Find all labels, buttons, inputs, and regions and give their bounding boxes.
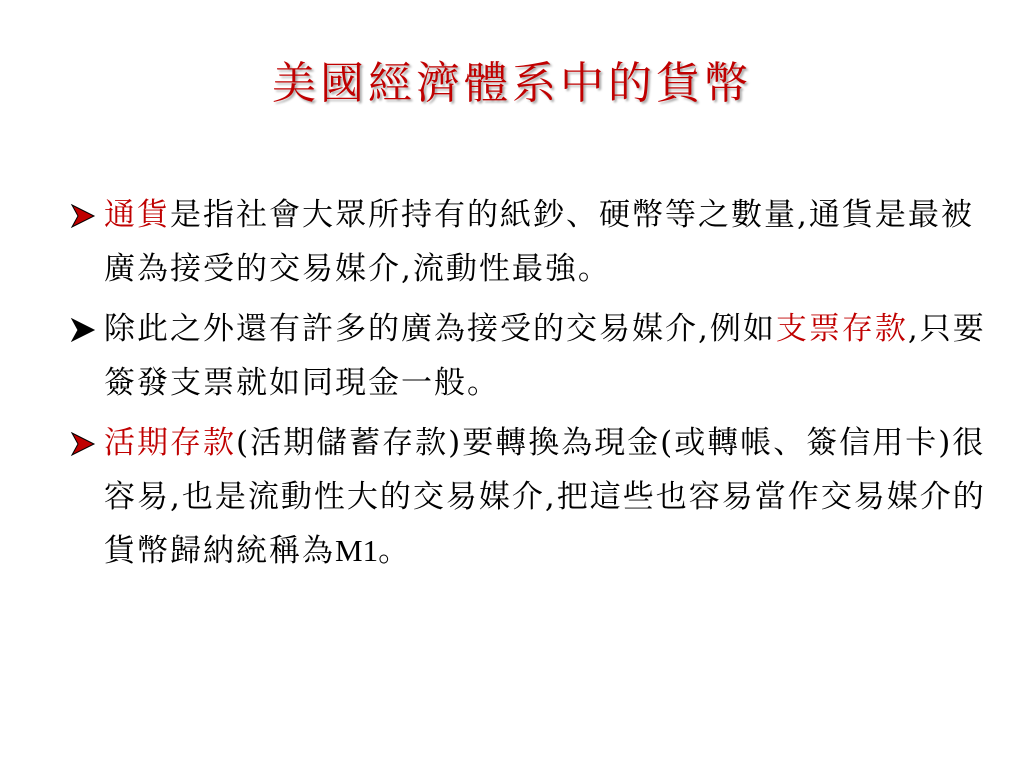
term-m1: M1 xyxy=(335,533,379,568)
bullet-list xyxy=(70,188,990,584)
bullet-item-currency xyxy=(70,188,990,296)
bullet-item-other-media xyxy=(70,302,990,410)
bullet-text: 。 xyxy=(378,533,412,569)
term-currency: 通貨 xyxy=(104,197,170,233)
slide-title: 美國經濟體系中的貨幣 xyxy=(272,58,752,109)
bullet-item-demand-deposits xyxy=(70,416,990,578)
arrow-bullet-icon xyxy=(70,203,96,229)
bullet-text: 除此之外還有許多的廣為接受的交易媒介,例如 xyxy=(104,311,776,347)
term-demand-deposits: 活期存款 xyxy=(104,425,236,461)
term-checking-deposits: 支票存款 xyxy=(775,311,908,347)
bullet-text: (活期儲蓄存款)要轉換為現金(或轉帳、簽信用卡)很容易,也是流動性大的交易媒介,把這些也容易當作交易媒介的貨幣歸納統稱為 xyxy=(104,425,986,569)
bullet-text: 是指社會大眾所持有的紙鈔、硬幣等之數量,通貨是最被廣為接受的交易媒介,流動性最強。 xyxy=(104,197,974,287)
arrow-bullet-icon xyxy=(70,431,96,457)
arrow-bullet-icon xyxy=(70,317,96,343)
bullet-text: ,只要簽發支票就如同現金一般。 xyxy=(104,311,986,401)
